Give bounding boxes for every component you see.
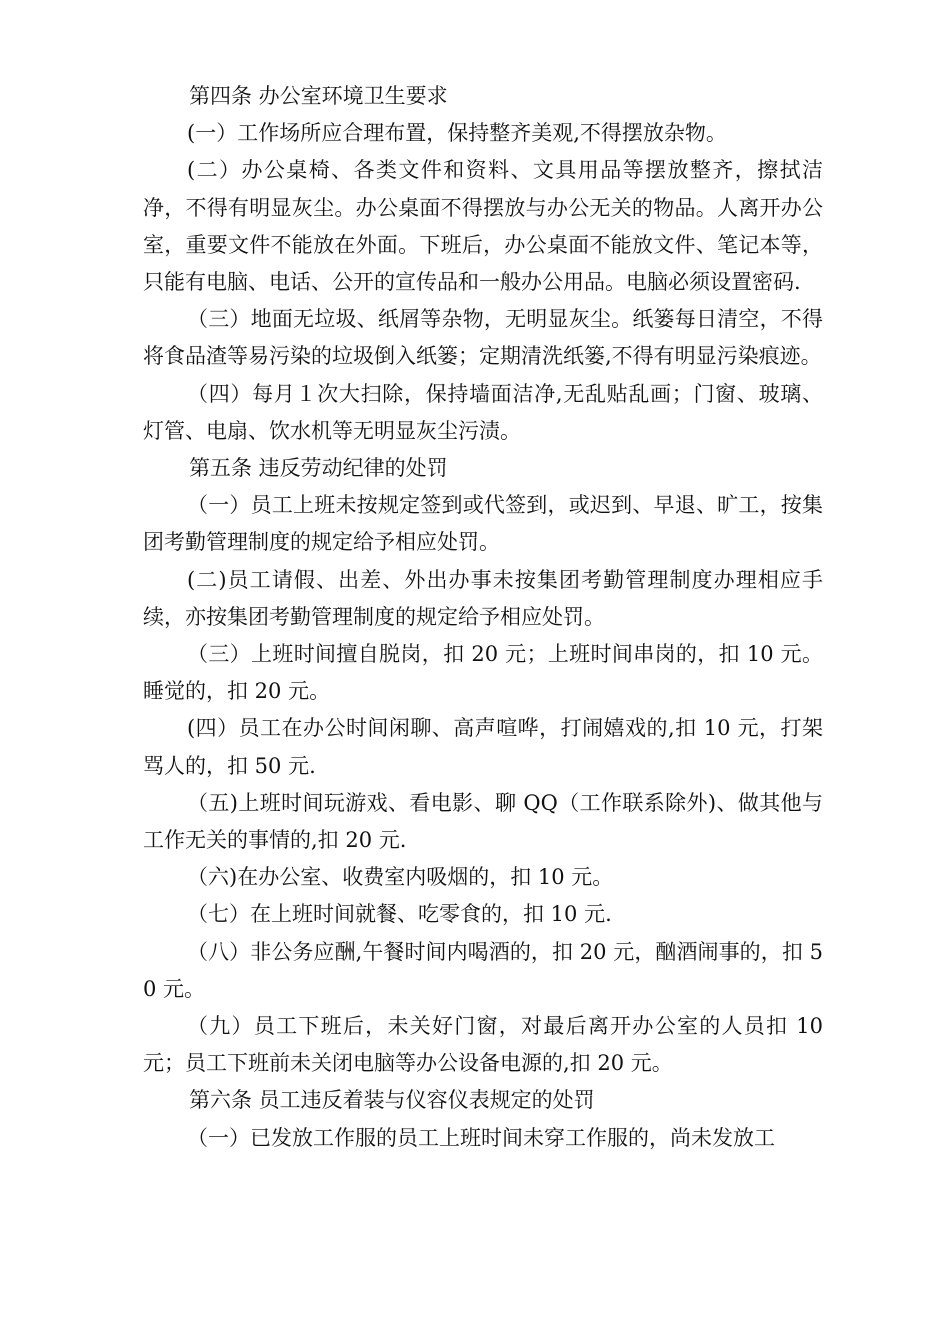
article-5-item-6: （六)在办公室、收费室内吸烟的，扣 10 元。: [187, 865, 614, 890]
article-4-heading: 第四条 办公室环境卫生要求: [189, 84, 448, 108]
article-6-item-1: （一）已发放工作服的员工上班时间未穿工作服的，尚未发放工: [187, 1125, 775, 1150]
article-5-item-9: （九）员工下班后，未关好门窗，对最后离开办公室的人员扣 10 元；员工下班前未关闭电脑等办公设备电源的,扣 20 元。: [143, 1014, 823, 1076]
document-body: [143, 78, 823, 1157]
article-5-item-7: （七）在上班时间就餐、吃零食的，扣 10 元.: [187, 902, 612, 927]
article-6-heading: 第六条 员工违反着装与仪容仪表规定的处罚: [189, 1088, 595, 1113]
article-5-item-2: (二)员工请假、出差、外出办事未按集团考勤管理制度办理相应手续，亦按集团考勤管理制度的规定给予相应处罚。: [143, 567, 823, 629]
article-5-item-3: （三）上班时间擅自脱岗，扣 20 元；上班时间串岗的，扣 10 元。睡觉的，扣 20 元。: [143, 642, 823, 704]
article-5-item-8: （八）非公务应酬,午餐时间内喝酒的，扣 20 元，酗酒闹事的，扣 50 元。: [143, 939, 823, 1001]
article-5-heading: 第五条 违反劳动纪律的处罚: [189, 456, 448, 481]
article-4-item-2: (二）办公桌椅、各类文件和资料、文具用品等摆放整齐，擦拭洁净，不得有明显灰尘。办公桌面不得摆放与办公无关的物品。人离开办公室，重要文件不能放在外面。下班后，办公桌面不能放文件、笔记本等，只能有电脑、电话、公开的宣传品和一般办公用品。电脑必须设置密码.: [143, 158, 823, 295]
article-5-item-1: （一）员工上班未按规定签到或代签到，或迟到、早退、旷工，按集团考勤管理制度的规定给予相应处罚。: [143, 493, 823, 555]
article-4-item-3: （三）地面无垃圾、纸屑等杂物，无明显灰尘。纸篓每日清空，不得将食品渣等易污染的垃圾倒入纸篓；定期清洗纸篓,不得有明显污染痕迹。: [143, 307, 823, 369]
article-5-item-5: （五)上班时间玩游戏、看电影、聊 QQ（工作联系除外)、做其他与工作无关的事情的,扣 20 元.: [143, 790, 823, 853]
article-4-item-1: (一）工作场所应合理布置，保持整齐美观,不得摆放杂物。: [187, 121, 727, 146]
article-5-item-4: (四）员工在办公时间闲聊、高声喧哗，打闹嬉戏的,扣 10 元，打架骂人的，扣 50 元.: [143, 716, 823, 778]
article-4-item-4: （四）每月１次大扫除，保持墙面洁净,无乱贴乱画；门窗、玻璃、灯管、电扇、饮水机等无明显灰尘污渍。: [143, 381, 823, 443]
